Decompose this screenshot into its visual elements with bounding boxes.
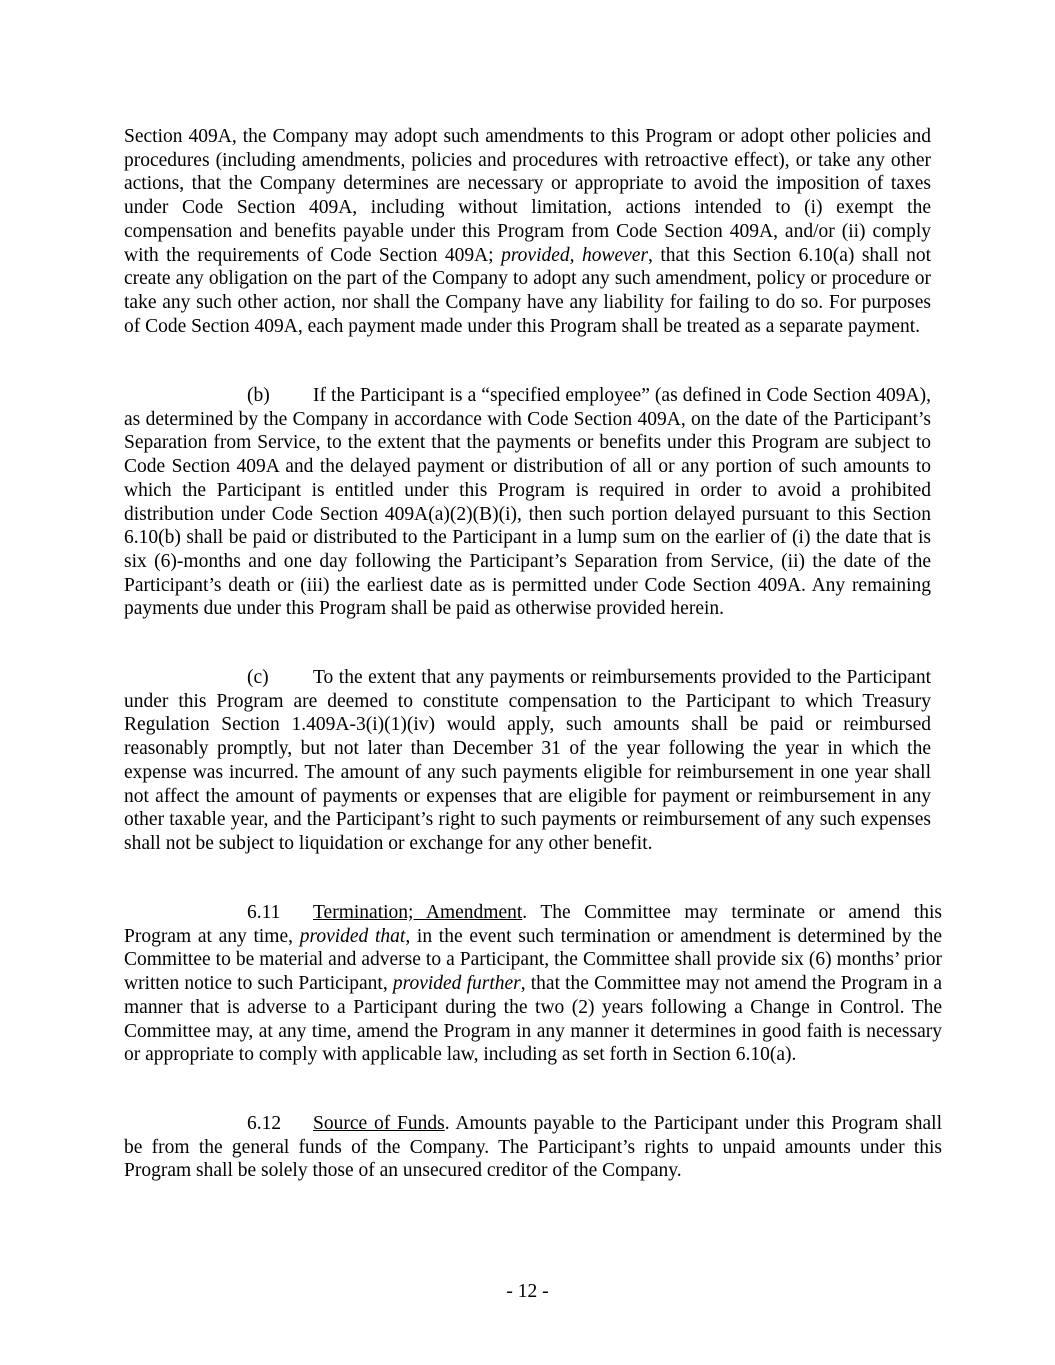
paragraph-text: Section 409A, the Company may adopt such amendments to this Program or adopt other policies and procedures (including amendments, policies and procedures with retroactive effect), or take any other actions, that the Company determines are necessary or appropriate to avoid the imposition of taxes under Code Section 409A, including without limitation, actions intended to (i) exempt the compensation and benefits payable under this Program from Code Section 409A, and/or (ii) comply with the requirements of Code Section 409A; xyxy=(124,126,931,266)
paragraph-text: , that the Committee may not amend the Program in a manner that is adverse to a Participant during the two (2) years following a Change in Control. The Committee may, at any time, amend the Program in any manner it determines in good faith is necessary or appropriate to comply with applicable law, including as set forth in Section 6.10(a). xyxy=(124,973,942,1066)
paragraph-text: , that this Section 6.10(a) shall not create any obligation on the part of the Company to adopt any such amendment, policy or procedure or take any such other action, nor shall the Company have any liability for failing to do so. For purposes of Code Section 409A, each payment made under this Program shall be treated as a separate payment. xyxy=(124,244,932,337)
paragraph-6-10-b xyxy=(124,384,931,621)
paragraph-text: To the extent that any payments or reimbursements provided to the Participant under this Program are deemed to constitute compensation to the Participant to which Treasury Regulation Section 1.409A-3(i)(1)(iv) would apply, such amounts shall be paid or reimbursed reasonably promptly, but not later than December 31 of the year following the year in which the expense was incurred. The amount of any such payments eligible for reimbursement in one year shall not affect the amount of payments or expenses that are eligible for payment or reimbursement in any other taxable year, and the Participant’s right to such payments or reimbursement of any such expenses shall not be subject to liquidation or exchange for any other benefit. xyxy=(124,667,931,854)
italic-phrase: provided further xyxy=(392,973,521,995)
section-heading: Source of Funds xyxy=(313,1113,445,1134)
paragraph-section-409a-continuation xyxy=(124,125,931,338)
paragraph-number: (b) xyxy=(247,385,270,406)
italic-phrase: provided that xyxy=(299,925,406,947)
section-number: 6.11 xyxy=(247,902,281,923)
paragraph-number: (c) xyxy=(247,667,269,688)
paragraph-6-10-c xyxy=(124,666,931,856)
section-6-11-termination-amendment xyxy=(124,901,942,1067)
page-number: - 12 - xyxy=(506,1281,549,1302)
italic-phrase: provided, however xyxy=(501,244,649,266)
paragraph-text: . Amounts payable to the Participant under this Program shall be from the general funds of the Company. The Participant’s rights to unpaid amounts under this Program shall be solely those of an unsecured creditor of the Company. xyxy=(124,1113,943,1182)
paragraph-text: , in the event such termination or amendment is determined by the Committee to be material and adverse to a Participant, the Committee shall provide six (6) months’ prior written notice to such Participant, xyxy=(124,925,943,995)
paragraph-text: If the Participant is a “specified employee” (as defined in Code Section 409A), as determined by the Company in accordance with Code Section 409A, on the date of the Participant’s Separation from Service, to the extent that the payments or benefits under this Program are subject to Code Section 409A and the delayed payment or distribution of all or any portion of such amounts to which the Participant is entitled under this Program is required in order to avoid a prohibited distribution under Code Section 409A(a)(2)(B)(i), then such portion delayed pursuant to this Section 6.10(b) shall be paid or distributed to the Participant in a lump sum on the earlier of (i) the date that is six (6)-months and one day following the Participant’s Separation from Service, (ii) the date of the Participant’s death or (iii) the earliest date as is permitted under Code Section 409A. Any remaining payments due under this Program shall be paid as otherwise provided herein. xyxy=(124,385,931,620)
section-6-12-source-of-funds xyxy=(124,1112,942,1183)
paragraph-text: . The Committee may terminate or amend this Program at any time, xyxy=(124,902,942,947)
section-heading: Termination; Amendment xyxy=(313,902,523,923)
section-number: 6.12 xyxy=(247,1113,282,1134)
